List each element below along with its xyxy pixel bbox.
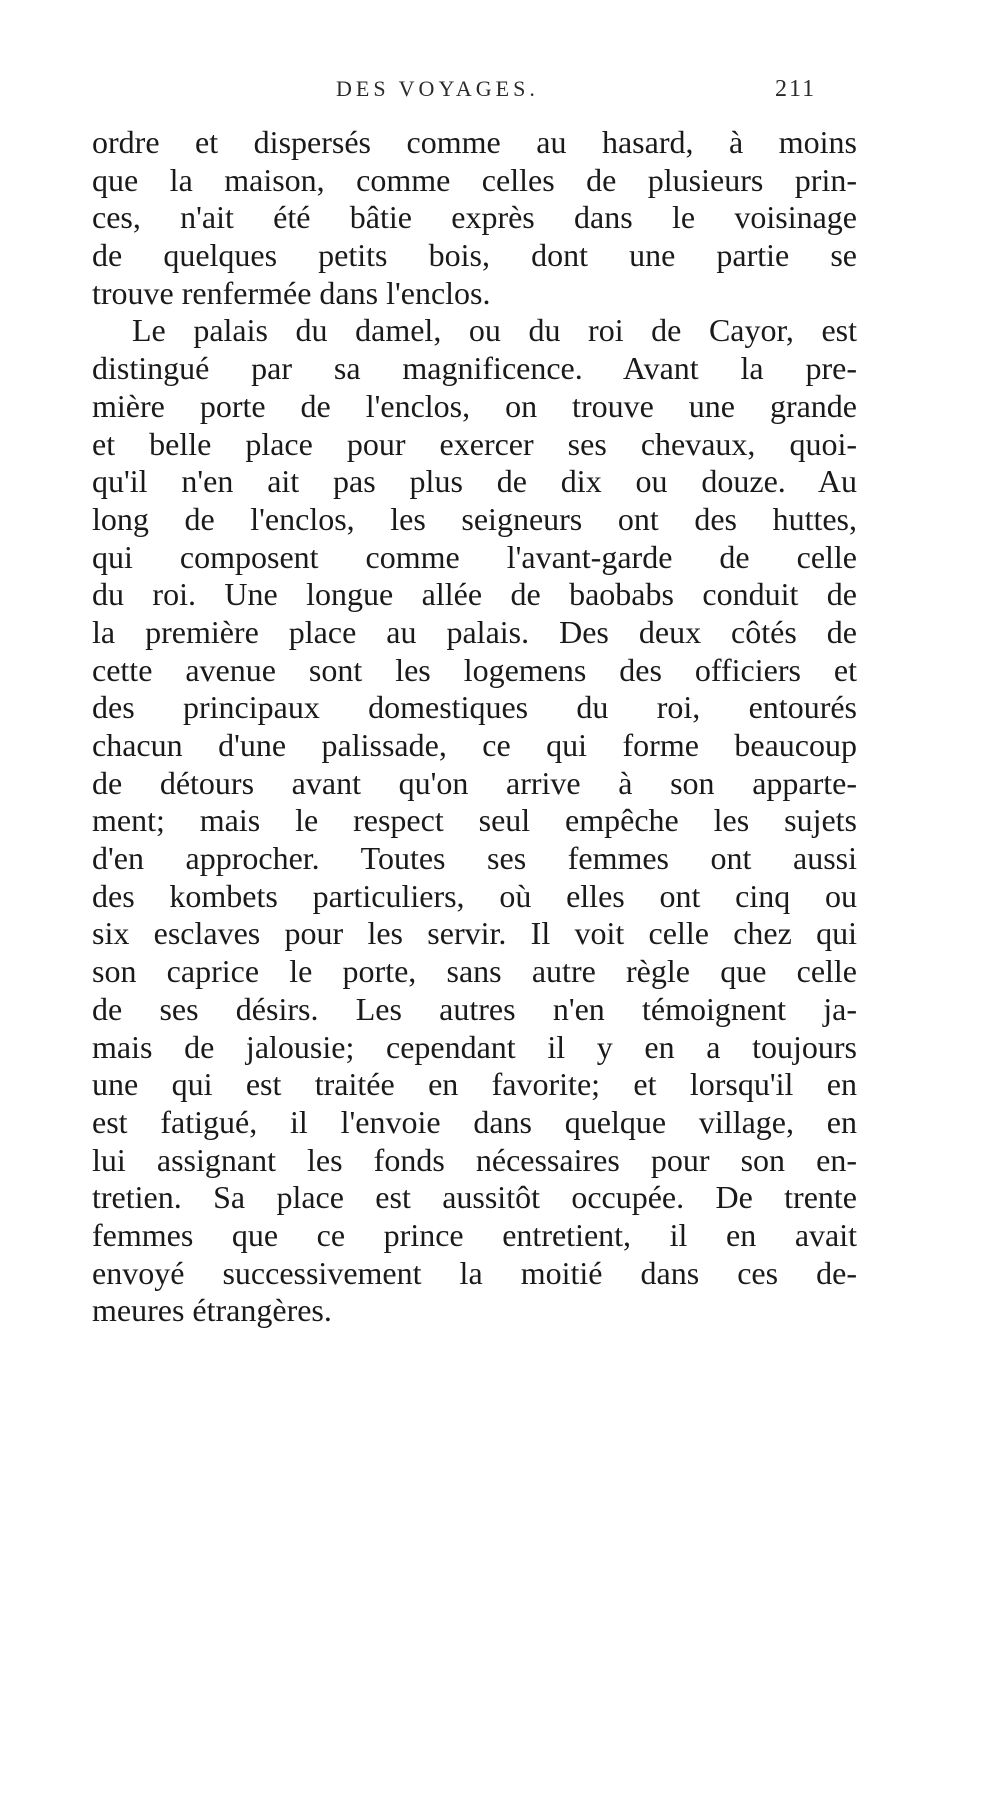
text-line: la première place au palais. Des deux côtés de: [92, 613, 857, 650]
text-line: long de l'enclos, les seigneurs ont des huttes,: [92, 500, 857, 537]
text-line: qui composent comme l'avant-garde de celle: [92, 538, 857, 575]
text-line: du roi. Une longue allée de baobabs conduit de: [92, 576, 857, 613]
running-title: DES VOYAGES.: [336, 76, 539, 101]
text-line: envoyé successivement la moitié dans ces de-: [92, 1254, 857, 1291]
text-line: tretien. Sa place est aussitôt occupée. De trente: [92, 1179, 857, 1216]
text-line: de détours avant qu'on arrive à son apparte-: [92, 764, 857, 801]
text-line: de ses désirs. Les autres n'en témoignent ja-: [92, 990, 857, 1027]
text-line: qu'il n'en ait pas plus de dix ou douze. Au: [92, 463, 857, 500]
text-line: son caprice le porte, sans autre règle que celle: [92, 953, 857, 990]
text-line: ment; mais le respect seul empêche les sujets: [92, 802, 857, 839]
text-line: lui assignant les fonds nécessaires pour son en-: [92, 1141, 857, 1178]
text-line: chacun d'une palissade, ce qui forme beaucoup: [92, 727, 857, 763]
text-line: six esclaves pour les servir. Il voit celle chez qui: [92, 915, 857, 952]
text-line: est fatigué, il l'envoie dans quelque village, en: [92, 1103, 857, 1140]
text-line: ordre et dispersés comme au hasard, à moins: [92, 124, 857, 160]
text-line: et belle place pour exercer ses chevaux, quoi-: [92, 425, 857, 462]
paragraph: [92, 312, 857, 1330]
running-head: [0, 76, 1000, 106]
page-number: 211: [775, 76, 817, 102]
text-line: mais de jalousie; cependant il y en a toujours: [92, 1028, 857, 1065]
text-line: de quelques petits bois, dont une partie se: [92, 237, 857, 274]
body-text: [92, 124, 857, 1330]
text-line: femmes que ce prince entretient, il en avait: [92, 1216, 857, 1253]
text-line: meures étrangères.: [92, 1292, 332, 1329]
text-line: des kombets particuliers, où elles ont cinq ou: [92, 877, 857, 914]
text-line: que la maison, comme celles de plusieurs prin-: [92, 161, 857, 198]
paragraph: [92, 124, 857, 312]
text-line: trouve renfermée dans l'enclos.: [92, 274, 491, 311]
text-line: d'en approcher. Toutes ses femmes ont aussi: [92, 840, 857, 877]
text-line: ces, n'ait été bâtie exprès dans le voisinage: [92, 199, 857, 236]
text-line: une qui est traitée en favorite; et lorsqu'il en: [92, 1066, 857, 1103]
text-line: mière porte de l'enclos, on trouve une grande: [92, 387, 857, 424]
text-line: cette avenue sont les logemens des officiers et: [92, 651, 857, 688]
text-line: des principaux domestiques du roi, entourés: [92, 689, 857, 726]
text-line: distingué par sa magnificence. Avant la pre-: [92, 350, 857, 387]
text-line: Le palais du damel, ou du roi de Cayor, est: [132, 312, 857, 349]
